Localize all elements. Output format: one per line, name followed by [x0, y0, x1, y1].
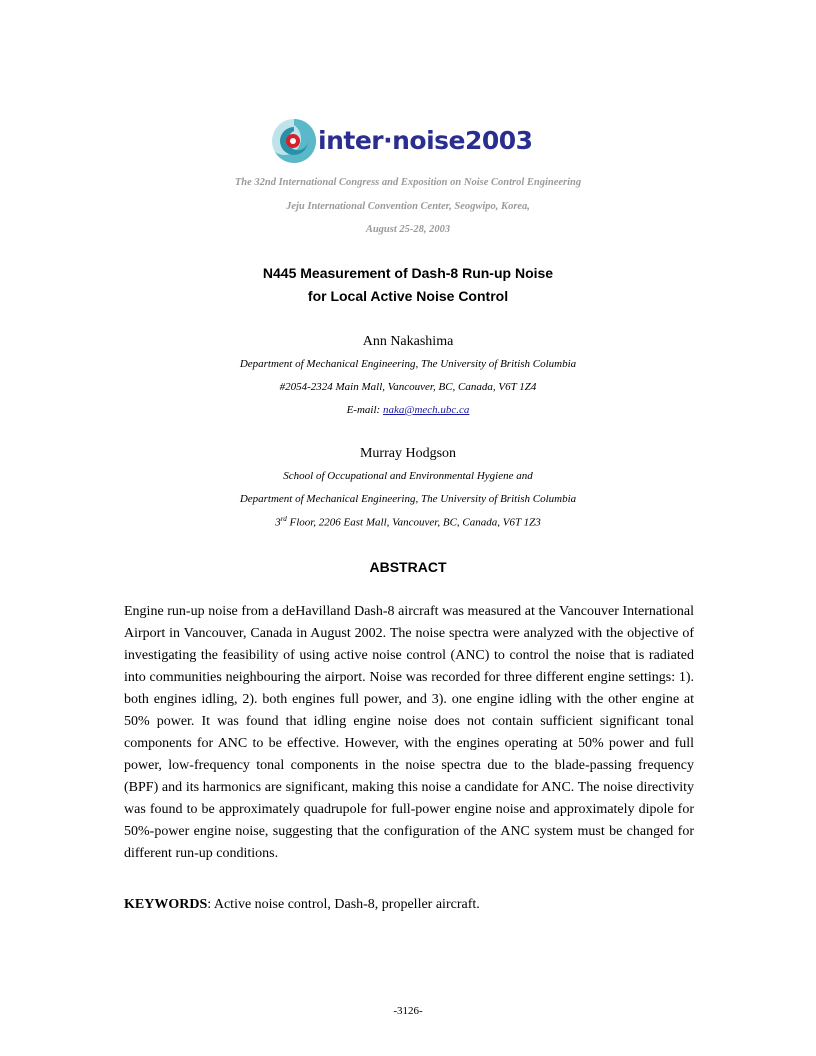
- conference-name: The 32nd International Congress and Exposition on Noise Control Engineering: [234, 177, 582, 188]
- abstract-body: Engine run-up noise from a deHavilland Dash-8 aircraft was measured at the Vancouver International Airport in Vancouver, Canada in August 2002. The noise spectra were analyzed with the objective of investigating the feasibility of using active noise control (ANC) to control the noise that is radiated into communities neighbouring the airport. Noise was recorded for three different engine settings: 1). both engines idling, 2). both engines full power, and 3). one engine idling with the other engine at 50% power. It was found that idling engine noise does not contain sufficient significant tonal components for ANC to be effective. However, with the engines operating at 50% power and full power, low-frequency tonal components in the noise spectra due to the blade-passing frequency (BPF) and its harmonics are significant, making this noise a candidate for ANC. The noise directivity was found to be approximately quadrupole for full-power engine noise and approximately dipole for 50%-power engine noise, suggesting that the configuration of the ANC system must be changed for different run-up conditions.: [124, 604, 694, 861]
- paper-title-line2: for Local Active Noise Control: [307, 288, 509, 304]
- author-address: #2054-2324 Main Mall, Vancouver, BC, Canada, V6T 1Z4: [279, 381, 537, 393]
- email-link[interactable]: naka@mech.ubc.ca: [382, 404, 470, 416]
- conference-dates: August 25-28, 2003: [365, 224, 451, 235]
- author-email: [0, 404, 816, 416]
- email-label: E-mail:: [346, 404, 383, 416]
- author-name: Ann Nakashima: [362, 334, 454, 349]
- author-affiliation: School of Occupational and Environmental Hygiene and: [283, 470, 533, 482]
- author-address: [0, 515, 816, 529]
- address-rest: Floor, 2206 East Mall, Vancouver, BC, Canada, V6T 1Z3: [286, 516, 541, 529]
- conference-logo: [270, 114, 550, 172]
- keywords-text: : Active noise control, Dash-8, propeller aircraft.: [207, 897, 480, 912]
- paper-title-line1: N445 Measurement of Dash-8 Run-up Noise: [262, 265, 554, 281]
- keywords-line: [124, 897, 480, 913]
- address-floor-suffix: rd: [280, 515, 287, 523]
- conference-venue: Jeju International Convention Center, Seogwipo, Korea,: [286, 201, 530, 212]
- abstract-heading: ABSTRACT: [369, 559, 447, 575]
- keywords-label: KEYWORDS: [124, 897, 208, 912]
- author-affiliation: Department of Mechanical Engineering, The University of British Columbia: [239, 358, 577, 370]
- author-name: Murray Hodgson: [359, 446, 457, 461]
- logo-wordmark: inter·noise2003: [318, 126, 533, 155]
- page-number: -3126-: [393, 1005, 423, 1017]
- address-floor-number: 3: [275, 516, 281, 529]
- author-affiliation-dept: Department of Mechanical Engineering, The University of British Columbia: [239, 493, 577, 505]
- swirl-logo-icon: [270, 114, 320, 172]
